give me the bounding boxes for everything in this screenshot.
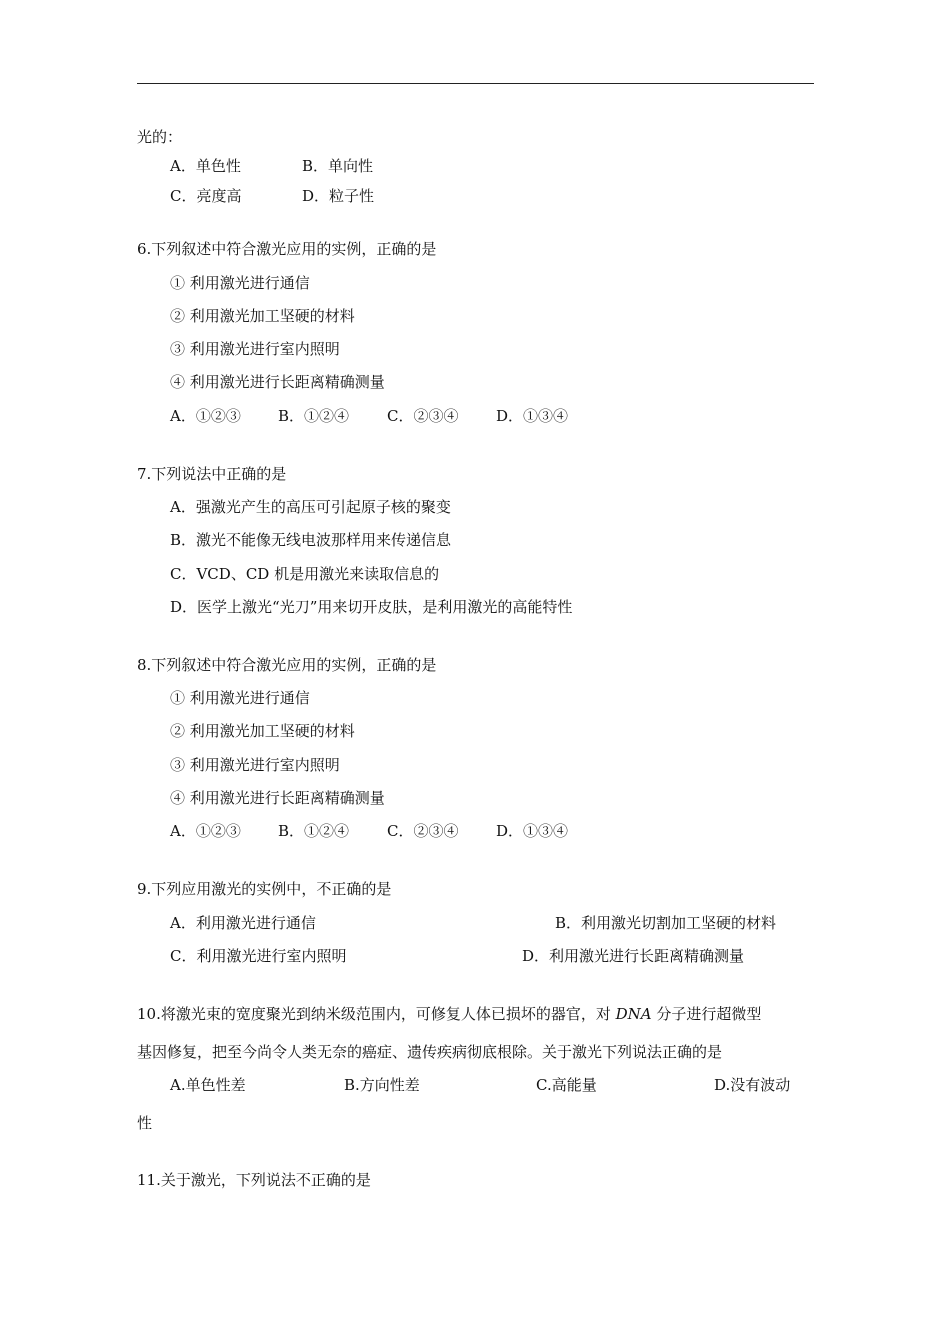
q10-stem-part-1: 10.将激光束的宽度聚光到纳米级范围内，可修复人体已损坏的器官，对	[137, 1005, 616, 1023]
q10-stem-line-1	[137, 1004, 761, 1024]
q8-option-d: D．①③④	[496, 822, 569, 840]
q8-stem: 8.下列叙述中符合激光应用的实例，正确的是	[137, 656, 437, 674]
q6-stem: 6.下列叙述中符合激光应用的实例，正确的是	[137, 240, 437, 258]
q6-option-b: B．①②④	[278, 407, 350, 425]
q10-dna-term: DNA	[615, 1005, 652, 1023]
q9-option-c: C．利用激光进行室内照明	[170, 947, 347, 965]
q9-option-d: D．利用激光进行长距离精确测量	[522, 947, 745, 965]
q9-option-b: B．利用激光切割加工坚硬的材料	[555, 914, 777, 932]
header-rule	[137, 83, 814, 84]
q8-option-c: C．②③④	[387, 822, 459, 840]
q9-option-a: A．利用激光进行通信	[170, 914, 316, 932]
intro-option-b: B．单向性	[302, 157, 374, 175]
q9-stem: 9.下列应用激光的实例中，不正确的是	[137, 880, 392, 898]
q8-item-1: ① 利用激光进行通信	[170, 689, 310, 707]
q6-item-4: ④ 利用激光进行长距离精确测量	[170, 373, 385, 391]
q11-stem: 11.关于激光，下列说法不正确的是	[137, 1171, 371, 1189]
q6-item-1: ① 利用激光进行通信	[170, 274, 310, 292]
q8-item-2: ② 利用激光加工坚硬的材料	[170, 722, 355, 740]
q6-option-a: A．①②③	[170, 407, 241, 425]
q7-option-b: B．激光不能像无线电波那样用来传递信息	[170, 531, 452, 549]
q10-option-a: A.单色性差	[170, 1076, 246, 1094]
q8-item-4: ④ 利用激光进行长距离精确测量	[170, 789, 385, 807]
intro-tail: 光的：	[137, 128, 183, 146]
q8-item-3: ③ 利用激光进行室内照明	[170, 756, 340, 774]
q6-item-3: ③ 利用激光进行室内照明	[170, 340, 340, 358]
q6-option-d: D．①③④	[496, 407, 569, 425]
q10-option-c: C.高能量	[536, 1076, 597, 1094]
q7-option-c: C．VCD、CD 机是用激光来读取信息的	[170, 565, 440, 583]
intro-option-d: D．粒子性	[302, 187, 375, 205]
q6-item-2: ② 利用激光加工坚硬的材料	[170, 307, 355, 325]
q10-stem-line-2: 基因修复，把至今尚令人类无奈的癌症、遗传疾病彻底根除。关于激光下列说法正确的是	[137, 1043, 723, 1061]
intro-option-a: A．单色性	[170, 157, 241, 175]
q10-option-b: B.方向性差	[344, 1076, 420, 1094]
q7-option-d: D．医学上激光“光刀”用来切开皮肤，是利用激光的高能特性	[170, 598, 573, 616]
q10-option-d: D.没有波动	[714, 1076, 791, 1094]
q7-stem: 7.下列说法中正确的是	[137, 465, 287, 483]
q6-option-c: C．②③④	[387, 407, 459, 425]
q10-stem-part-2: 分子进行超微型	[651, 1005, 762, 1023]
q8-option-b: B．①②④	[278, 822, 350, 840]
q10-option-d-wrap: 性	[137, 1114, 153, 1132]
intro-option-c: C．亮度高	[170, 187, 242, 205]
q8-option-a: A．①②③	[170, 822, 241, 840]
q7-option-a: A．强激光产生的高压可引起原子核的聚变	[170, 498, 451, 516]
